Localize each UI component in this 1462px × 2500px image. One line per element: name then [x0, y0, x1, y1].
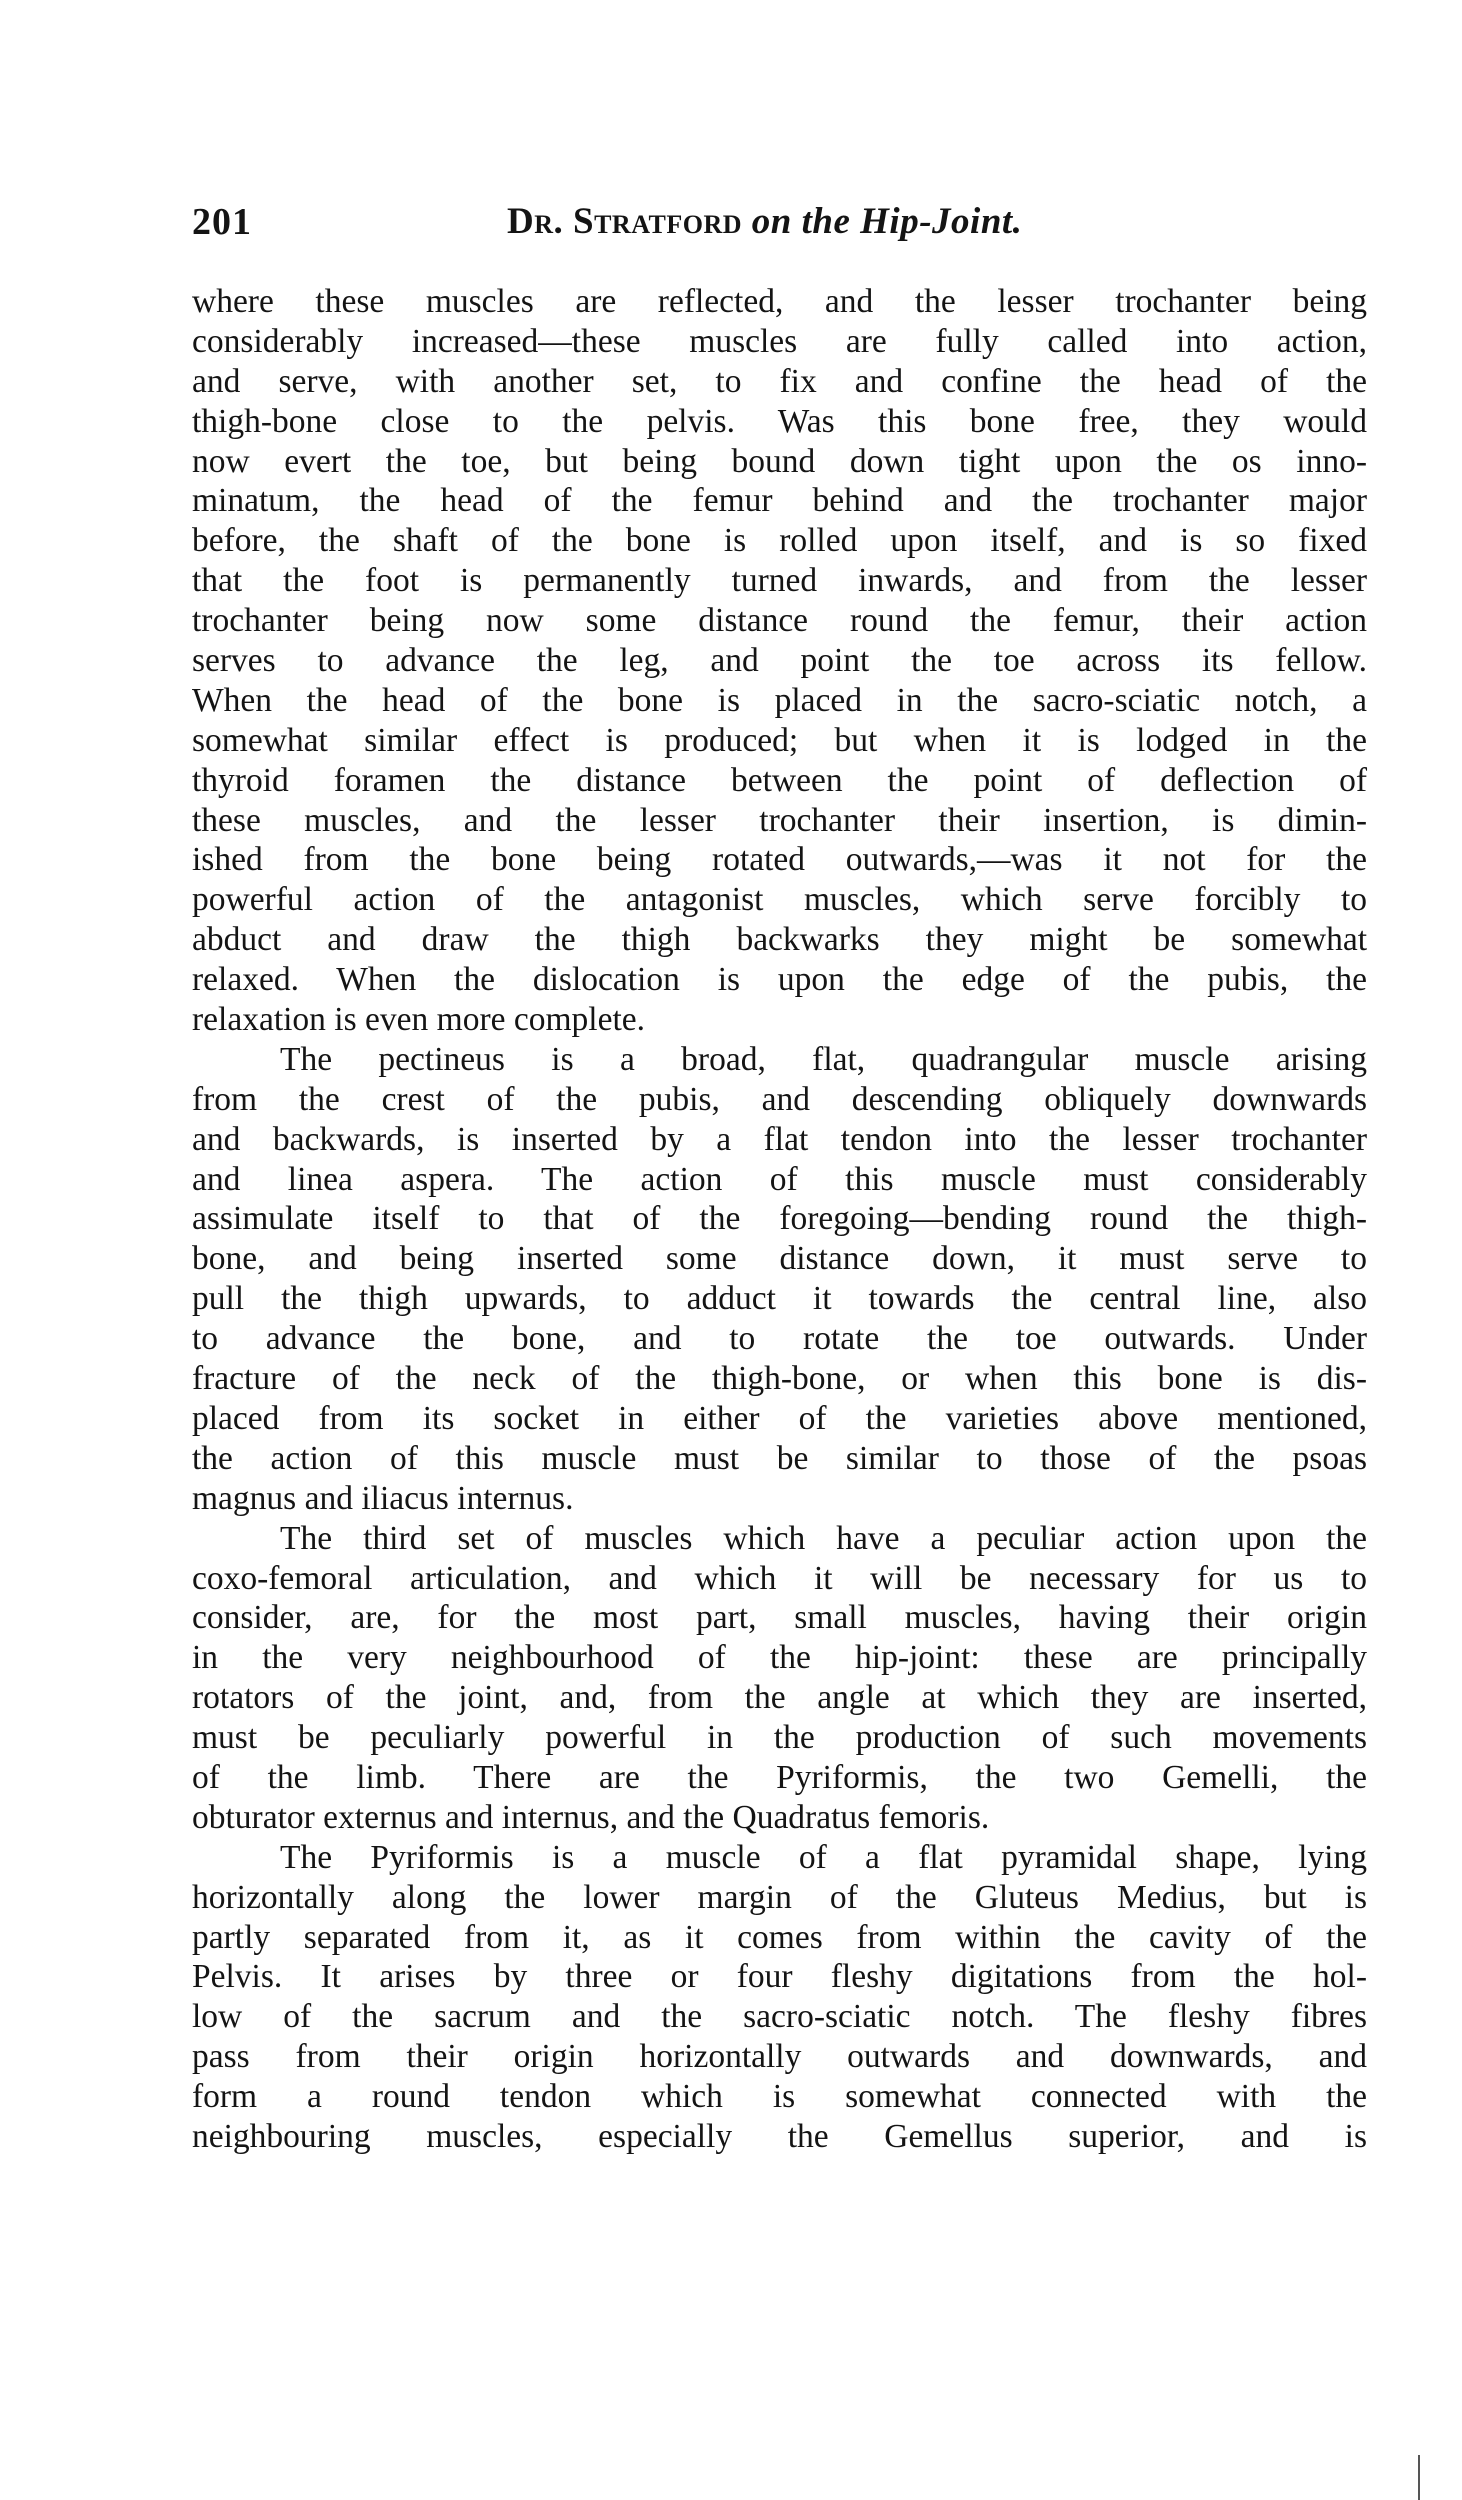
text-line: that the foot is permanently turned inwards, and from the lesser [192, 562, 1367, 600]
text-line: relaxation is even more complete. [192, 1001, 646, 1039]
text-line: pass from their origin horizontally outwards and downwards, and [192, 2038, 1367, 2076]
text-line: low of the sacrum and the sacro-sciatic notch. The fleshy fibres [192, 1998, 1367, 2036]
text-line: Pelvis. It arises by three or four fleshy digitations from the hol- [192, 1958, 1367, 1996]
text-line: from the crest of the pubis, and descending obliquely downwards [192, 1080, 1367, 1118]
text-line: form a round tendon which is somewhat connected with the [192, 2078, 1367, 2116]
text-line: fracture of the neck of the thigh-bone, or when this bone is dis- [192, 1360, 1367, 1398]
text-line: ished from the bone being rotated outwards,—was it not for the [192, 841, 1367, 879]
running-head [507, 200, 1022, 243]
text-line: coxo-femoral articulation, and which it will be necessary for us to [192, 1559, 1367, 1597]
text-line: neighbouring muscles, especially the Gemellus superior, and is [192, 2117, 1367, 2155]
text-line: in the very neighbourhood of the hip-joint: these are principally [192, 1639, 1367, 1677]
body-text [192, 282, 1367, 2157]
text-line: and serve, with another set, to fix and confine the head of the [192, 362, 1367, 400]
text-line: thyroid foramen the distance between the point of deflection of [192, 761, 1367, 799]
page-number: 201 [192, 201, 252, 243]
text-line: The third set of muscles which have a peculiar action upon the [280, 1519, 1367, 1557]
text-line: serves to advance the leg, and point the toe across its fellow. [192, 642, 1367, 680]
running-head-author: Dr. Stratford [507, 201, 743, 242]
text-line: powerful action of the antagonist muscles, which serve forcibly to [192, 881, 1367, 919]
text-line: obturator externus and internus, and the Quadratus femoris. [192, 1798, 990, 1836]
page-edge-mark [1418, 2455, 1420, 2500]
text-line: of the limb. There are the Pyriformis, the two Gemelli, the [192, 1758, 1367, 1796]
text-line: The Pyriformis is a muscle of a flat pyramidal shape, lying [280, 1838, 1367, 1876]
page-header [192, 200, 1367, 250]
text-line: partly separated from it, as it comes from within the cavity of the [192, 1918, 1367, 1956]
text-line: pull the thigh upwards, to adduct it towards the central line, also [192, 1280, 1367, 1318]
text-line: assimulate itself to that of the foregoing—bending round the thigh- [192, 1200, 1367, 1238]
running-head-title: on the Hip-Joint. [751, 201, 1023, 242]
text-line: considerably increased—these muscles are fully called into action, [192, 322, 1367, 360]
text-line: where these muscles are reflected, and the lesser trochanter being [192, 283, 1367, 320]
text-line: relaxed. When the dislocation is upon the edge of the pubis, the [192, 961, 1367, 999]
text-line: must be peculiarly powerful in the production of such movements [192, 1719, 1367, 1757]
text-line: and linea aspera. The action of this muscle must considerably [192, 1160, 1367, 1198]
text-line: rotators of the joint, and, from the angle at which they are inserted, [192, 1679, 1367, 1717]
text-line: before, the shaft of the bone is rolled upon itself, and is so fixed [192, 522, 1367, 560]
text-line: the action of this muscle must be similar to those of the psoas [192, 1439, 1367, 1477]
text-line: bone, and being inserted some distance down, it must serve to [192, 1240, 1367, 1278]
text-line: placed from its socket in either of the varieties above mentioned, [192, 1399, 1367, 1437]
text-line: consider, are, for the most part, small muscles, having their origin [192, 1599, 1367, 1637]
text-line: The pectineus is a broad, flat, quadrangular muscle arising [280, 1040, 1367, 1078]
text-line: When the head of the bone is placed in the sacro-sciatic notch, a [192, 681, 1367, 719]
text-line: somewhat similar effect is produced; but when it is lodged in the [192, 721, 1367, 759]
text-line: minatum, the head of the femur behind and the trochanter major [192, 482, 1367, 520]
text-line: now evert the toe, but being bound down tight upon the os inno- [192, 442, 1367, 480]
text-line: horizontally along the lower margin of the Gluteus Medius, but is [192, 1878, 1367, 1916]
text-line: to advance the bone, and to rotate the toe outwards. Under [192, 1320, 1367, 1358]
text-line: trochanter being now some distance round the femur, their action [192, 602, 1367, 640]
text-line: these muscles, and the lesser trochanter their insertion, is dimin- [192, 801, 1367, 839]
text-line: magnus and iliacus internus. [192, 1479, 574, 1517]
text-line: and backwards, is inserted by a flat tendon into the lesser trochanter [192, 1120, 1367, 1158]
text-line: abduct and draw the thigh backwarks they might be somewhat [192, 921, 1367, 959]
text-line: thigh-bone close to the pelvis. Was this bone free, they would [192, 402, 1367, 440]
